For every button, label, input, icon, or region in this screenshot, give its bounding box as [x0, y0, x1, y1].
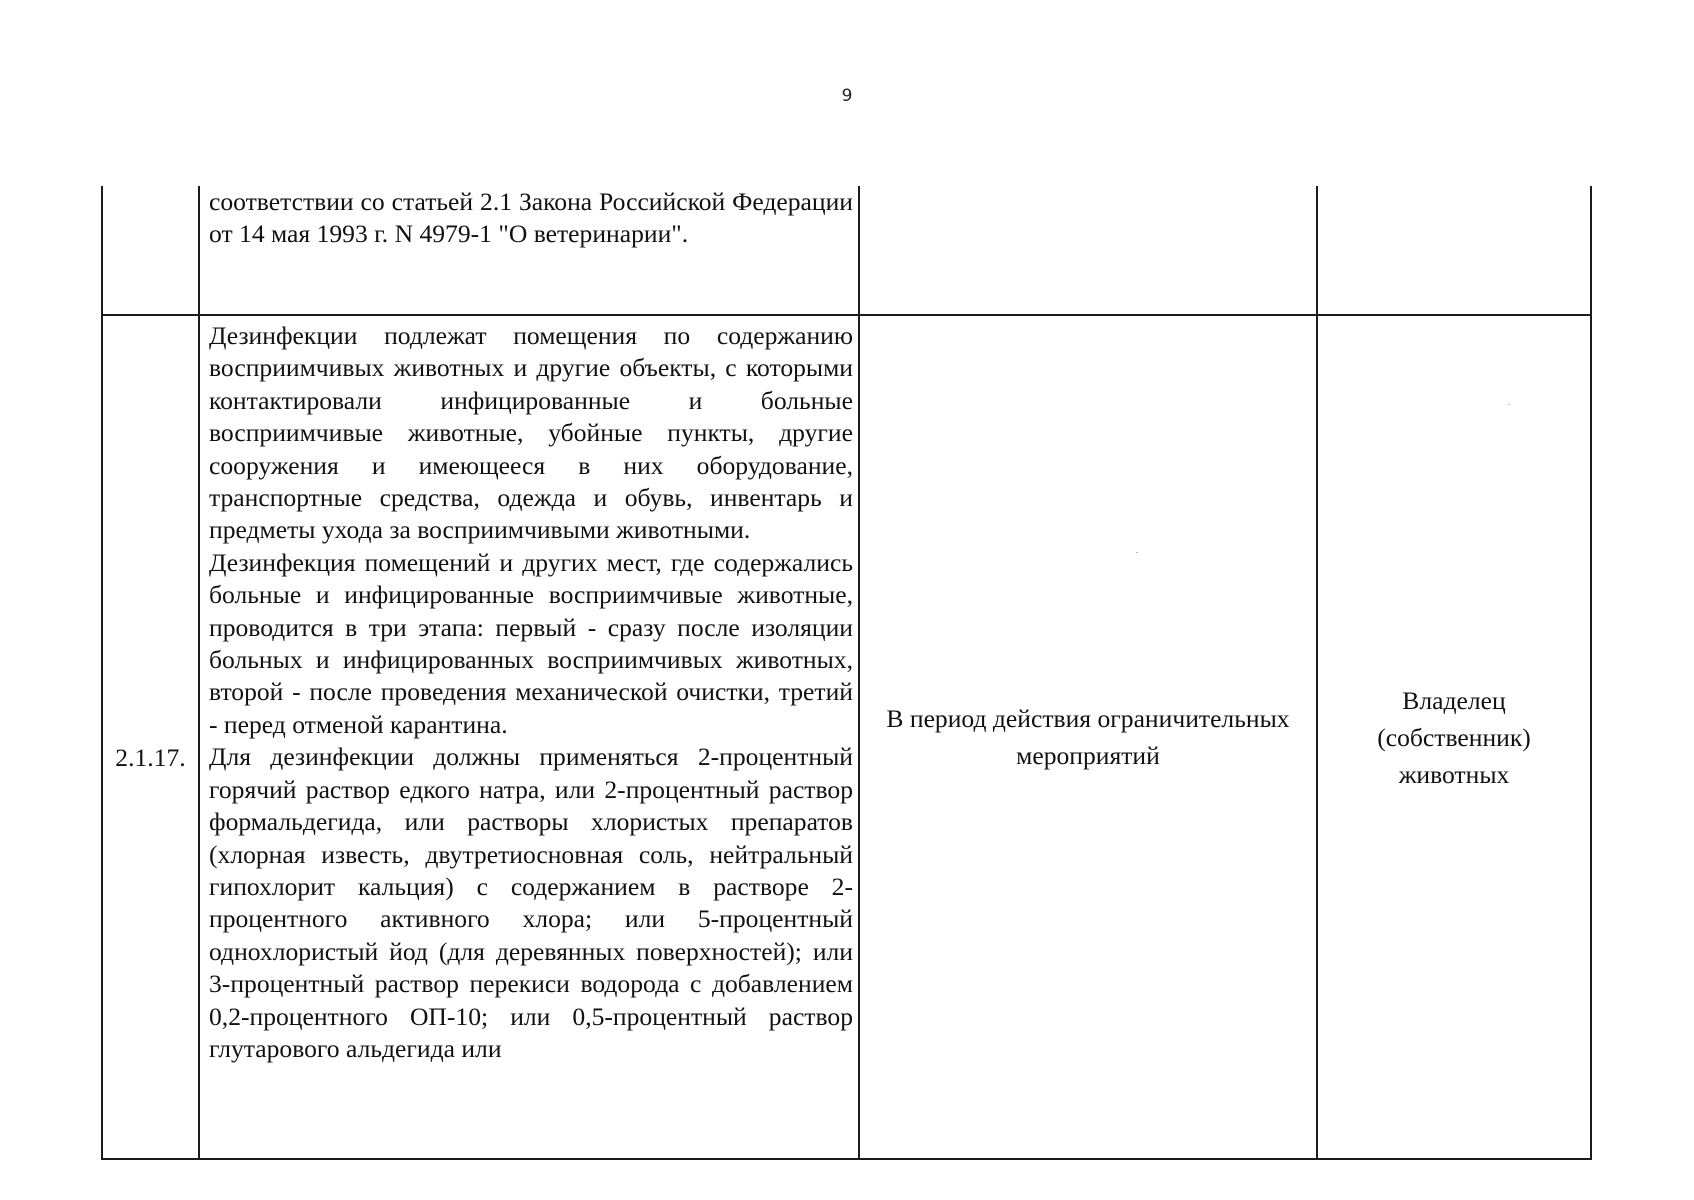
scan-speck — [1136, 552, 1138, 553]
period-cell — [859, 186, 1317, 315]
responsible-cell — [1317, 186, 1591, 315]
measure-paragraph: Для дезинфекции должны применяться 2-процентный горячий раствор едкого натра, или 2-процентный раствор формальдегида, или растворы хлористых препаратов (хлорная известь, двутретиосновная соль, нейтральный гипохлорит кальция) с содержанием в растворе 2-процентного активного хлора; или 5-процентный однохлористый йод (для деревянных поверхностей); или 3-процентный раствор перекиси водорода с добавлением 0,2-процентного ОП-10; или 0,5-процентный раствор глутарового альдегида или — [209, 742, 853, 1063]
number-cell — [102, 186, 199, 315]
measure-paragraph: Дезинфекции подлежат помещения по содержанию восприимчивых животных и другие объекты, с которыми контактировали инфицированные и больные восприимчивые животные, убойные пункты, другие сооружения и имеющееся в них оборудование, транспортные средства, одежда и обувь, инвентарь и предметы ухода за восприимчивыми животными. — [209, 321, 853, 545]
measures-table — [101, 186, 1592, 1160]
measure-text-cell — [199, 186, 859, 315]
item-number: 2.1.17. — [115, 742, 186, 772]
page-number: 9 — [841, 86, 853, 106]
period-text: В период действия ограничительных мероприятий — [886, 704, 1290, 770]
table-row — [102, 315, 1591, 1159]
responsible-cell — [1317, 315, 1591, 1159]
measure-text: соответствии со статьей 2.1 Закона Российской Федерации от 14 мая 1993 г. N 4979-1 "О ветеринарии". — [209, 187, 853, 249]
responsible-text: Владелец (собственник) животных — [1377, 685, 1531, 789]
table-row — [102, 186, 1591, 315]
measure-text-cell — [199, 315, 859, 1159]
number-cell — [102, 315, 199, 1159]
measure-paragraph: Дезинфекция помещений и других мест, где содержались больные и инфицированные восприимчивые животные, проводится в три этапа: первый - сразу после изоляции больных и инфицированных восприимчивых животных, второй - после проведения механической очистки, третий - перед отменой карантина. — [209, 547, 853, 739]
measure-text — [200, 316, 858, 1065]
period-cell — [859, 315, 1317, 1159]
scan-speck — [1508, 404, 1510, 405]
